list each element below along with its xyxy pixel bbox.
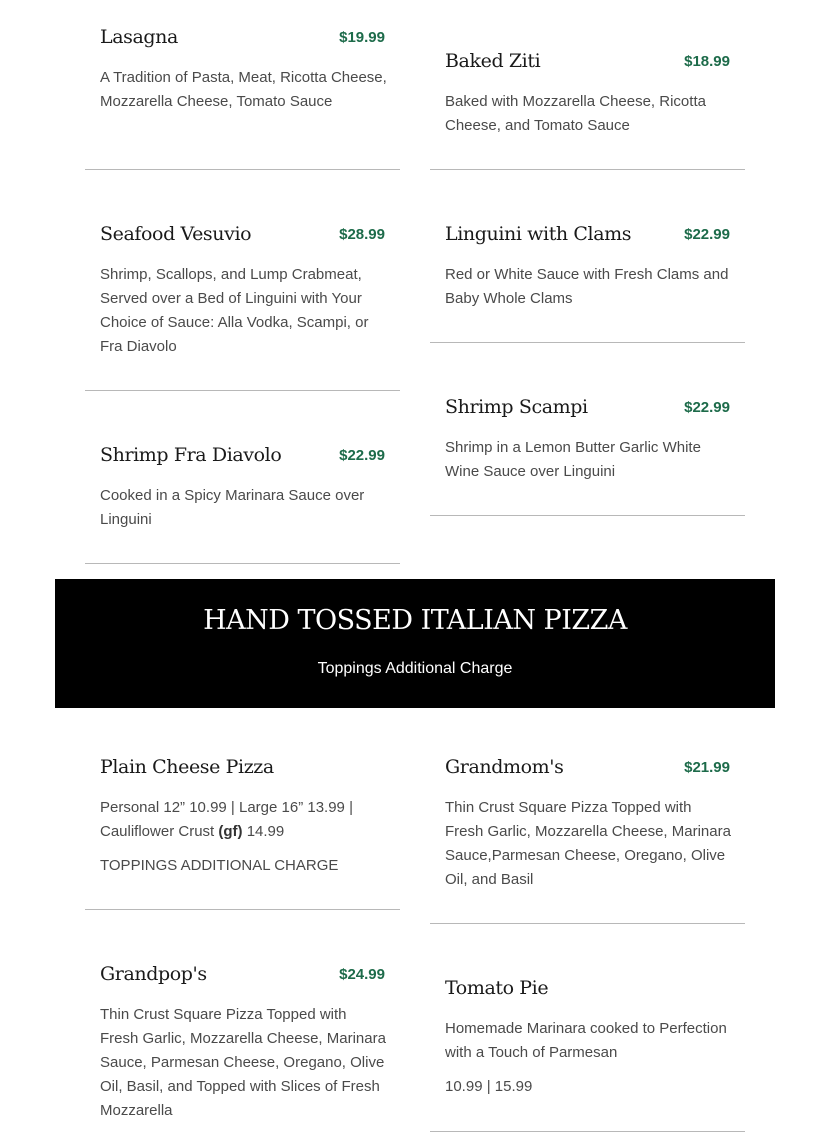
menu-item-seafood-vesuvio xyxy=(85,223,400,391)
item-toppings-note: TOPPINGS ADDITIONAL CHARGE xyxy=(100,857,339,874)
item-price: $22.99 xyxy=(684,399,730,416)
menu-item-tomato-pie xyxy=(430,977,745,1132)
item-price: $18.99 xyxy=(684,53,730,70)
item-name: Baked Ziti xyxy=(445,50,541,72)
item-name: Tomato Pie xyxy=(445,977,549,999)
pizza-section-banner xyxy=(55,579,775,708)
item-price: $28.99 xyxy=(339,226,385,243)
item-description: Thin Crust Square Pizza Topped with Fresh Garlic, Mozzarella Cheese, Marinara Sauce, Parmesan Cheese, Oregano, Olive Oil, Basil, and Topped with Slices of Fresh Mozzarella xyxy=(100,1006,386,1119)
item-price: $24.99 xyxy=(339,966,385,983)
item-description: Homemade Marinara cooked to Perfection with a Touch of Parmesan xyxy=(445,1020,727,1061)
gluten-free-tag: (gf) xyxy=(218,823,243,840)
item-description: Thin Crust Square Pizza Topped with Fresh Garlic, Mozzarella Cheese, Marinara Sauce,Parmesan Cheese, Oregano, Olive Oil, and Basil xyxy=(445,799,731,888)
item-name: Seafood Vesuvio xyxy=(100,223,252,245)
item-name: Plain Cheese Pizza xyxy=(100,756,274,778)
item-name: Linguini with Clams xyxy=(445,223,632,245)
item-description-sizes: Personal 12” 10.99 | Large 16” 13.99 | Cauliflower Crust xyxy=(100,799,353,840)
item-name: Shrimp Fra Diavolo xyxy=(100,444,282,466)
section-subtitle: Toppings Additional Charge xyxy=(317,660,513,677)
item-name: Lasagna xyxy=(100,26,178,48)
item-sizes-prices: 10.99 | 15.99 xyxy=(445,1078,533,1095)
menu-item-plain-cheese-pizza xyxy=(85,756,400,910)
item-price: $22.99 xyxy=(684,226,730,243)
section-title: HAND TOSSED ITALIAN PIZZA xyxy=(203,605,627,636)
item-price: $21.99 xyxy=(684,759,730,776)
item-name: Shrimp Scampi xyxy=(445,396,588,418)
item-name: Grandpop's xyxy=(100,963,207,985)
item-name: Grandmom's xyxy=(445,756,564,778)
menu-item-grandpops xyxy=(85,963,400,1143)
item-description xyxy=(100,796,388,844)
menu-item-baked-ziti xyxy=(430,50,745,170)
item-description: A Tradition of Pasta, Meat, Ricotta Cheese, Mozzarella Cheese, Tomato Sauce xyxy=(100,69,387,110)
menu-item-shrimp-scampi xyxy=(430,396,745,516)
item-description: Shrimp, Scallops, and Lump Crabmeat, Served over a Bed of Linguini with Your Choice of Sauce: Alla Vodka, Scampi, or Fra Diavolo xyxy=(100,266,369,355)
item-description: Red or White Sauce with Fresh Clams and Baby Whole Clams xyxy=(445,266,729,307)
menu-item-shrimp-fra-diavolo xyxy=(85,444,400,564)
item-price: $19.99 xyxy=(339,29,385,46)
item-description: Shrimp in a Lemon Butter Garlic White Wine Sauce over Linguini xyxy=(445,439,701,480)
item-description-price: 14.99 xyxy=(246,823,285,840)
item-description: Baked with Mozzarella Cheese, Ricotta Cheese, and Tomato Sauce xyxy=(445,93,706,134)
menu-item-linguini-with-clams xyxy=(430,223,745,343)
menu-item-grandmoms xyxy=(430,756,745,924)
item-description: Cooked in a Spicy Marinara Sauce over Linguini xyxy=(100,487,365,528)
item-price: $22.99 xyxy=(339,447,385,464)
menu-item-lasagna xyxy=(85,26,400,170)
